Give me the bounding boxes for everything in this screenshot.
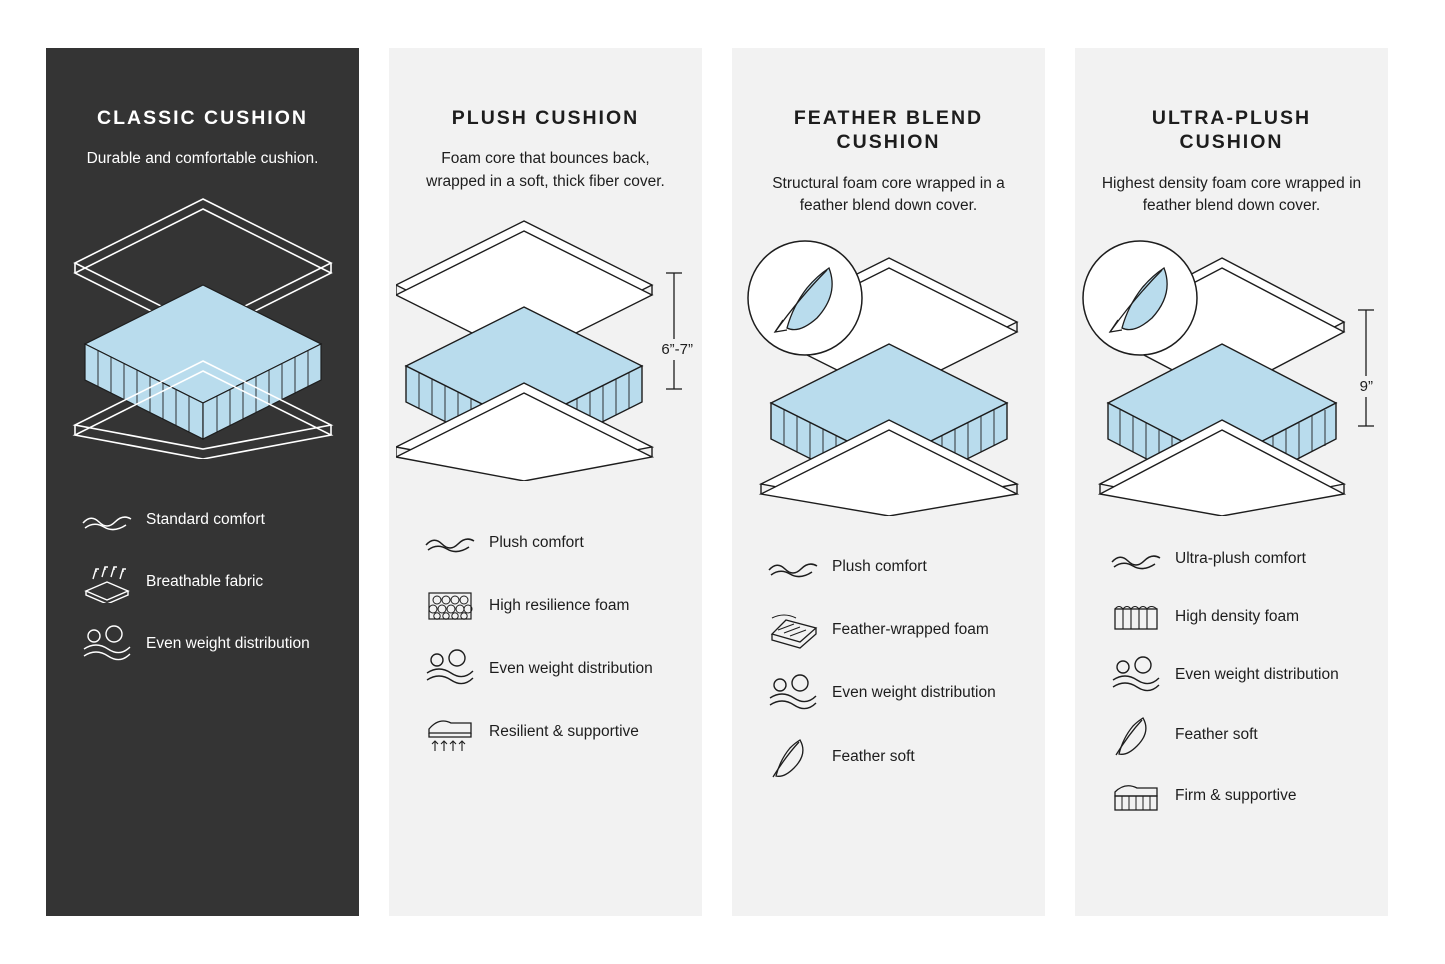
wave-icon [423, 532, 485, 554]
card-classic-cushion[interactable] [46, 48, 359, 916]
weight-distribution-icon [766, 674, 828, 714]
feature-item [766, 674, 1025, 714]
feature-label: Firm & supportive [1175, 787, 1297, 805]
weight-distribution-icon [80, 625, 142, 665]
feather-icon [766, 736, 828, 780]
feature-item [423, 523, 682, 563]
card-title: FEATHER BLEND CUSHION [793, 107, 984, 154]
feature-label: Resilient & supportive [489, 722, 639, 740]
weight-distribution-icon [1109, 656, 1171, 696]
dimension-label: 6”-7” [658, 339, 696, 360]
firm-support-icon [1109, 776, 1171, 818]
feature-item [80, 501, 339, 541]
card-title: PLUSH CUSHION [451, 107, 640, 129]
card-feather-blend-cushion[interactable] [732, 48, 1045, 916]
card-title: CLASSIC CUSHION [97, 107, 308, 129]
card-description: Foam core that bounces back, wrapped in a soft, thick fiber cover. [426, 150, 665, 190]
feature-item [80, 563, 339, 603]
feature-list [732, 548, 1045, 780]
feature-item [766, 736, 1025, 780]
feature-label: Even weight distribution [489, 659, 653, 677]
feature-label: Feather-wrapped foam [832, 621, 989, 639]
feature-label: Even weight distribution [832, 684, 996, 702]
feature-list [46, 501, 359, 665]
feature-list [1075, 540, 1388, 818]
wave-icon [80, 510, 142, 532]
honeycomb-foam-icon [423, 585, 485, 627]
feature-label: Breathable fabric [146, 573, 264, 591]
feature-label: Standard comfort [146, 511, 265, 529]
weight-distribution-icon [423, 649, 485, 689]
feather-icon [1109, 714, 1171, 758]
cushion-diagram [1075, 236, 1388, 526]
card-description: Structural foam core wrapped in a feather blend down cover. [772, 174, 1005, 215]
cushion-diagram [46, 189, 359, 479]
feature-list [389, 523, 702, 753]
feature-item [766, 610, 1025, 652]
wave-icon [766, 557, 828, 579]
feature-label: Plush comfort [832, 558, 927, 576]
feature-item [423, 649, 682, 689]
feature-item [1109, 714, 1368, 758]
feature-label: Feather soft [832, 748, 915, 766]
feature-item [766, 548, 1025, 588]
card-description: Durable and comfortable cushion. [86, 150, 319, 168]
cushion-diagram [389, 211, 702, 501]
card-title: ULTRA-PLUSH CUSHION [1151, 107, 1312, 154]
feature-label: Feather soft [1175, 726, 1258, 744]
resilient-support-icon [423, 711, 485, 753]
cushion-diagram [732, 236, 1045, 526]
breathable-fabric-icon [80, 563, 142, 603]
feature-item [1109, 656, 1368, 696]
card-ultra-plush-cushion[interactable] [1075, 48, 1388, 916]
feature-label: High resilience foam [489, 596, 630, 614]
feature-item [423, 585, 682, 627]
feather-wrapped-foam-icon [766, 610, 828, 652]
wave-icon [1109, 549, 1171, 571]
feature-label: Even weight distribution [1175, 666, 1339, 684]
feature-item [423, 711, 682, 753]
feature-item [1109, 540, 1368, 580]
card-description: Highest density foam core wrapped in feather blend down cover. [1101, 174, 1362, 215]
feature-label: Ultra-plush comfort [1175, 550, 1306, 568]
feature-item [1109, 776, 1368, 818]
feature-label: Plush comfort [489, 533, 584, 551]
feature-item [1109, 598, 1368, 638]
high-density-foam-icon [1109, 601, 1171, 635]
feature-label: High density foam [1175, 608, 1300, 626]
feature-label: Even weight distribution [146, 635, 310, 653]
feature-item [80, 625, 339, 665]
card-plush-cushion[interactable] [389, 48, 702, 916]
dimension-label: 9” [1357, 376, 1376, 397]
